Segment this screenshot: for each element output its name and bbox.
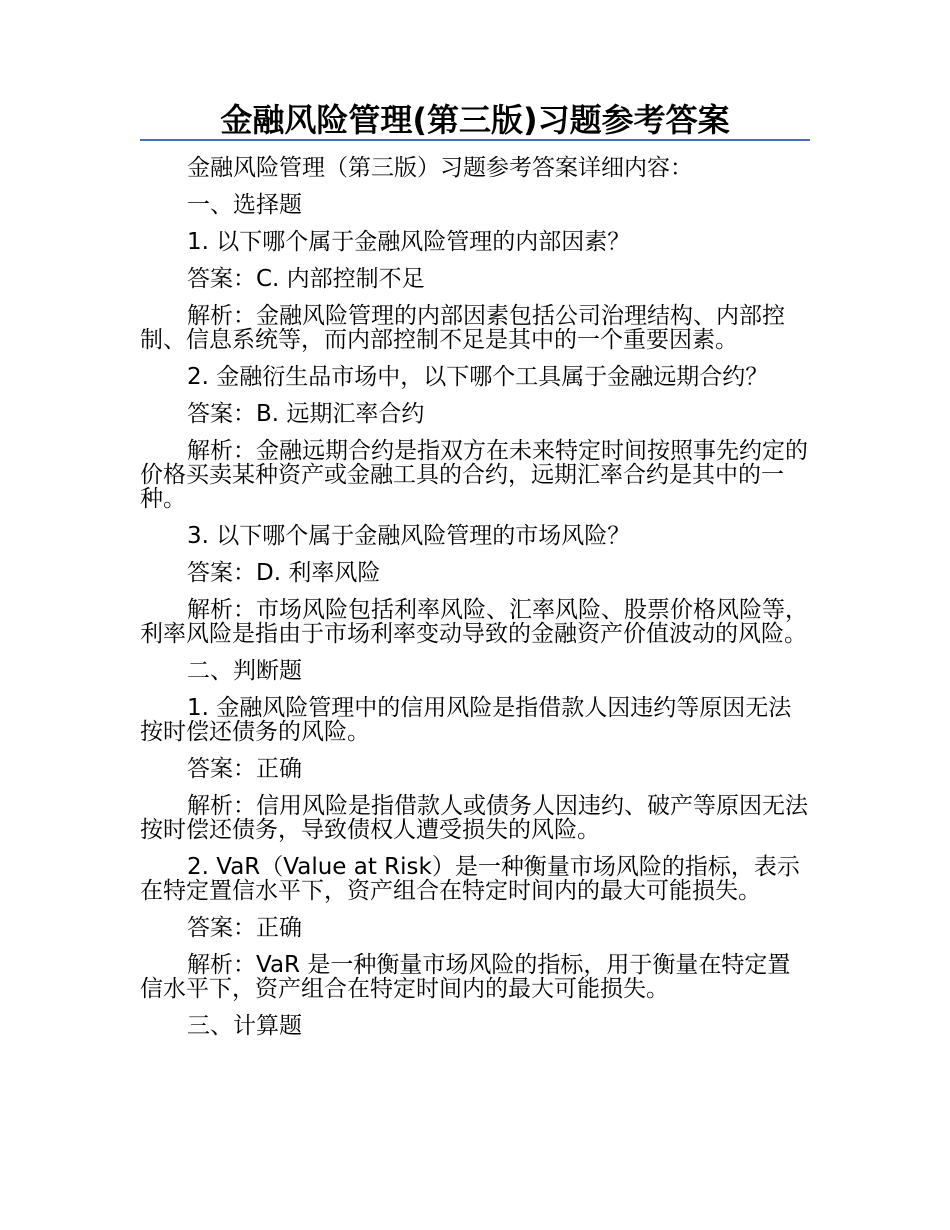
judgement-answer-1: 答案：正确 — [187, 756, 302, 782]
document-title: 金融风险管理(第三版)习题参考答案 — [220, 101, 730, 139]
question-1: 1. 以下哪个属于金融风险管理的内部因素？ — [187, 229, 631, 255]
explanation-1: 解析：金融风险管理的内部因素包括公司治理结构、内部控制、信息系统等，而内部控制不足是其中的一个重要因素。 — [140, 303, 785, 353]
explanation-2: 解析：金融远期合约是指双方在未来特定时间按照事先约定的价格买卖某种资产或金融工具的合约，远期汇率合约是其中的一种。 — [140, 438, 808, 512]
judgement-explanation-2: 解析：VaR 是一种衡量市场风险的指标，用于衡量在特定置信水平下，资产组合在特定时间内的最大可能损失。 — [140, 952, 791, 1002]
question-3: 3. 以下哪个属于金融风险管理的市场风险？ — [187, 523, 631, 549]
answer-2: 答案：B. 远期汇率合约 — [187, 401, 425, 427]
title-underline — [140, 139, 810, 141]
judgement-explanation-1: 解析：信用风险是指借款人或债务人因违约、破产等原因无法按时偿还债务，导致债权人遭受损失的风险。 — [140, 793, 808, 843]
question-2: 2. 金融衍生品市场中，以下哪个工具属于金融远期合约？ — [187, 364, 769, 390]
judgement-1: 1. 金融风险管理中的信用风险是指借款人因违约等原因无法按时偿还债务的风险。 — [140, 695, 792, 745]
section-heading-calculation: 三、计算题 — [187, 1013, 302, 1039]
explanation-3: 解析：市场风险包括利率风险、汇率风险、股票价格风险等，利率风险是指由于市场利率变动导致的金融资产价值波动的风险。 — [140, 597, 808, 647]
answer-1: 答案：C. 内部控制不足 — [187, 266, 425, 292]
intro-paragraph: 金融风险管理（第三版）习题参考答案详细内容： — [187, 155, 693, 181]
section-heading-choice: 一、选择题 — [187, 192, 302, 218]
section-heading-judgement: 二、判断题 — [187, 658, 302, 684]
judgement-answer-2: 答案：正确 — [187, 915, 302, 941]
document-body — [140, 156, 810, 1051]
judgement-2: 2. VaR（Value at Risk）是一种衡量市场风险的指标，表示在特定置信水平下，资产组合在特定时间内的最大可能损失。 — [140, 854, 800, 904]
answer-3: 答案：D. 利率风险 — [187, 560, 381, 586]
